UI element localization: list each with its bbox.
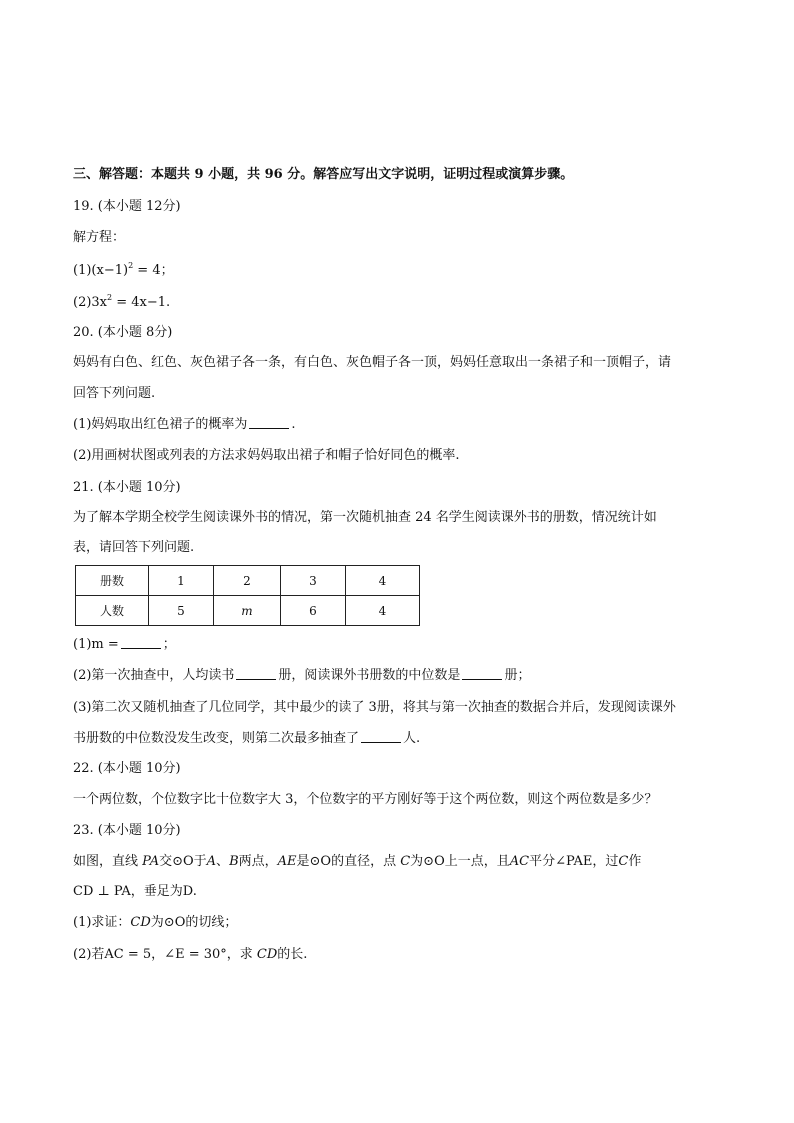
answer-blank xyxy=(361,730,401,743)
q19-part2 xyxy=(73,294,170,312)
q23-part2-a: (2)若AC = 5，∠E = 30°，求 xyxy=(73,947,257,962)
q21-line1: 为了解本学期全校学生阅读课外书的情况，第一次随机抽查 24 名学生阅读课外书的册数，情况统计如 xyxy=(73,510,657,525)
q19-part1-exp: 2 xyxy=(128,261,134,270)
q23-l1-h: 作 xyxy=(628,854,642,869)
q21-stat-table xyxy=(75,565,420,626)
q22-line1: 一个两位数，个位数字比十位数字大 3，个位数字的平方刚好等于这个两位数，则这个两位数是多少？ xyxy=(73,792,658,807)
q19-intro: 解方程： xyxy=(73,230,126,245)
q19-part2-a: (2)3x xyxy=(73,295,108,310)
table-cell: 4 xyxy=(346,596,420,626)
table-cell: 人数 xyxy=(76,596,149,626)
q23-l1-d: 两点， xyxy=(238,854,278,869)
table-cell: 6 xyxy=(281,596,346,626)
q21-part2-a: (2)第一次抽查中，人均读书 xyxy=(73,668,235,683)
q23-part1-a: (1)求证： xyxy=(73,915,131,930)
q20-part2: (2)用画树状图或列表的方法求妈妈取出裙子和帽子恰好同色的概率. xyxy=(73,448,460,463)
table-cell: 1 xyxy=(149,566,214,596)
table-row xyxy=(76,596,420,626)
q23-part2-b: 的长. xyxy=(277,947,308,962)
q21-part3-line1: (3)第二次又随机抽查了几位同学，其中最少的读了 3册，将其与第一次抽查的数据合并后，发现阅读课外 xyxy=(73,700,676,715)
q20-line2: 回答下列问题. xyxy=(73,386,156,401)
q20-title: 20. (本小题 8分) xyxy=(73,325,173,340)
q20-part1-a: (1)妈妈取出红色裙子的概率为 xyxy=(73,417,248,432)
q21-title: 21. (本小题 10分) xyxy=(73,480,181,495)
q21-part1 xyxy=(73,636,176,654)
q20-part1 xyxy=(73,416,296,434)
q23-part1-b: 为⊙O的切线； xyxy=(150,915,238,930)
answer-blank xyxy=(249,416,289,429)
table-cell: 5 xyxy=(149,596,214,626)
q23-l1-b: 交⊙O于 xyxy=(159,854,207,869)
q23-part1 xyxy=(73,914,237,932)
table-cell: 4 xyxy=(346,566,420,596)
answer-blank xyxy=(121,636,161,649)
q21-line2: 表，请回答下列问题. xyxy=(73,540,195,555)
q23-l1-pa: PA xyxy=(142,854,160,869)
answer-blank xyxy=(462,667,502,680)
q23-line2: CD ⊥ PA，垂足为D. xyxy=(73,884,197,899)
q23-l1-pointC: C xyxy=(400,854,411,869)
q19-part2-b: = 4x−1. xyxy=(112,295,171,310)
q21-part2-c: 册； xyxy=(504,668,531,683)
q21-part2-b: 册，阅读课外书册数的中位数是 xyxy=(278,668,461,683)
table-cell: 册数 xyxy=(76,566,149,596)
q23-part2 xyxy=(73,946,307,964)
q23-title: 23. (本小题 10分) xyxy=(73,823,181,838)
q21-part3-b: 人. xyxy=(403,731,421,746)
q19-part2-exp: 2 xyxy=(107,293,113,302)
q23-part2-cd: CD xyxy=(256,947,278,962)
q19-title: 19. (本小题 12分) xyxy=(73,199,181,214)
q20-part1-b: . xyxy=(291,417,296,432)
q23-l1-c: 、 xyxy=(216,854,230,869)
q19-part1-b: = 4； xyxy=(133,263,174,278)
q23-l1-ac: AC xyxy=(509,854,530,869)
q19-part1-a: (1)(x−1) xyxy=(73,263,129,278)
q21-part3-a: 书册数的中位数没发生改变，则第二次最多抽查了 xyxy=(73,731,360,746)
q23-part1-cd: CD xyxy=(130,915,151,930)
table-row xyxy=(76,566,420,596)
q23-l1-pointB: B xyxy=(229,854,239,869)
q23-l1-pointA: A xyxy=(206,854,217,869)
q23-l1-e: 是⊙O的直径，点 xyxy=(296,854,401,869)
answer-blank xyxy=(236,667,276,680)
q23-l1-a: 如图，直线 xyxy=(73,854,143,869)
q21-part3-line2 xyxy=(73,730,420,748)
table-cell: 2 xyxy=(214,566,281,596)
q23-l1-g: 平分∠PAE，过 xyxy=(529,854,619,869)
q23-l1-f: 为⊙O上一点，且 xyxy=(410,854,510,869)
q19-part1 xyxy=(73,262,174,280)
section-heading: 三、解答题：本题共 9 小题，共 96 分。解答应写出文字说明，证明过程或演算步骤。 xyxy=(73,167,574,182)
table-cell: 3 xyxy=(281,566,346,596)
table-cell: m xyxy=(214,596,281,626)
q22-title: 22. (本小题 10分) xyxy=(73,761,181,776)
q21-part2 xyxy=(73,667,530,685)
q21-part1-b: ； xyxy=(162,637,176,652)
q23-l1-ae: AE xyxy=(277,854,297,869)
q21-part1-a: (1)m = xyxy=(73,637,119,652)
q23-l1-pointC2: C xyxy=(618,854,629,869)
q23-line1 xyxy=(73,853,641,871)
q20-line1: 妈妈有白色、红色、灰色裙子各一条，有白色、灰色帽子各一顶，妈妈任意取出一条裙子和一顶帽子，请 xyxy=(73,355,672,370)
